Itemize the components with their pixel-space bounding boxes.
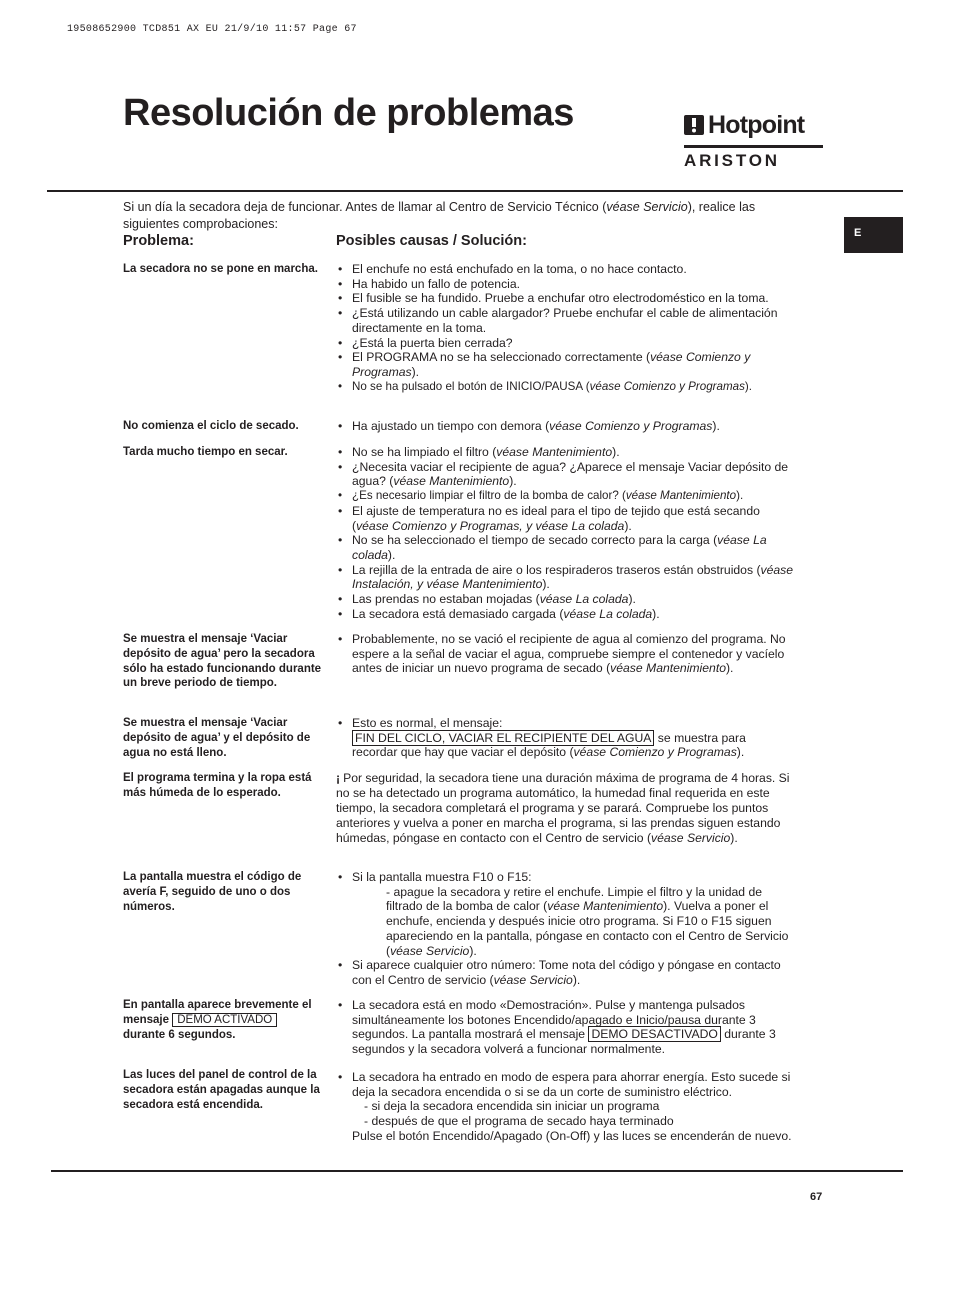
solution-list — [336, 445, 794, 621]
language-tab: E — [844, 217, 903, 253]
problem-label: Se muestra el mensaje ‘Vaciar depósito de agua’ y el depósito de agua no está lleno. — [123, 717, 311, 759]
list-item: • Las prendas no estaban mojadas (véase La colada). — [336, 592, 794, 607]
solution-list — [336, 870, 794, 988]
solution-text: ¡ Por seguridad, la secadora tiene una duración máxima de programa de 4 horas. Si no se ha detectado un programa automático, la humedad final requerida en este tiempo, la secadora completará el programa y se parará. Compruebe los puntos anteriores y vuelva a poner en marcha el programa, si las prendas siguen estando húmedas, póngase en contacto con el Centro de servicio (véase Servicio). — [336, 771, 790, 845]
solution-list — [336, 262, 794, 394]
list-item: • Si la pantalla muestra F10 o F15: - apague la secadora y retire el enchufe. Limpie el filtro y la unidad de filtrado de la bomba de calor (véase Mantenimiento). Vuelva a poner el enchufe, encienda y después inicie otro programa. Si F10 o F15 siguen apareciendo en la pantalla, póngase en contacto con el Centro de Servicio (véase Servicio). — [336, 870, 794, 958]
print-slug: 19508652900 TCD851 AX EU 21/9/10 11:57 Page 67 — [67, 24, 357, 35]
list-item: • La rejilla de la entrada de aire o los respiraderos traseros están obstruidos (véase Instalación, y véase Mantenimiento). — [336, 563, 794, 592]
list-item: • ¿Está utilizando un cable alargador? Pruebe enchufar el cable de alimentación directamente en la toma. — [336, 306, 794, 335]
list-item: • Si aparece cualquier otro número: Tome nota del código y póngase en contacto con el Centro de servicio (véase Servicio). — [336, 958, 794, 987]
causes-column-heading: Posibles causas / Solución: — [336, 233, 527, 249]
list-item: • No se ha limpiado el filtro (véase Mantenimiento). — [336, 445, 794, 460]
list-item: • ¿Es necesario limpiar el filtro de la bomba de calor? (véase Mantenimiento). — [336, 489, 794, 504]
problem-label: El programa termina y la ropa está más húmeda de lo esperado. — [123, 772, 312, 799]
list-item: • Ha ajustado un tiempo con demora (véase Comienzo y Programas). — [336, 419, 794, 434]
list-item: • La secadora ha entrado en modo de espera para ahorrar energía. Esto sucede si deja la secadora encendida o si se da un corte de suministro eléctrico. - si deja la secadora encendida sin iniciar un programa - después de que el programa de secado haya terminado — [336, 1070, 794, 1129]
list-item: • El PROGRAMA no se ha seleccionado correctamente (véase Comienzo y Programas). — [336, 350, 794, 379]
page-title: Resolución de problemas — [123, 92, 574, 134]
footer-rule — [51, 1170, 903, 1172]
problem-label: No comienza el ciclo de secado. — [123, 420, 299, 432]
logo-divider — [684, 145, 823, 148]
solution-list — [336, 632, 794, 676]
page-number: 67 — [810, 1191, 823, 1203]
hotpoint-logo-icon — [684, 115, 704, 135]
list-item: • La secadora está en modo «Demostración». Pulse y mantenga pulsados simultáneamente los botones Encendido/apagado e Inicio/pausa durante 3 segundos. La pantalla mostrará el mensaje DEMO DESACTIVADO durante 3 segundos y la secadora volverá a funcionar normalmente. — [336, 998, 794, 1057]
problem-label: La pantalla muestra el código de avería F, seguido de uno o dos números. — [123, 871, 302, 913]
list-item: • ¿Está la puerta bien cerrada? — [336, 336, 794, 351]
brand-subname: ARISTON — [684, 151, 780, 170]
problem-label: En pantalla aparece brevemente el mensaje DEMO ACTIVADO durante 6 segundos. — [123, 999, 312, 1041]
display-message-box: DEMO DESACTIVADO — [588, 1026, 720, 1042]
solution-list — [336, 998, 794, 1057]
list-item: • Probablemente, no se vació el recipiente de agua al comienzo del programa. No espere a la señal de vaciar el agua, compruebe siempre el contenedor y vacíelo antes de iniciar un nuevo programa de secado (véase Mantenimiento). — [336, 632, 794, 676]
sub-item: - apague la secadora y retire el enchufe. Limpie el filtro y la unidad de filtrado de la bomba de calor (véase Mantenimiento). Vuelva a poner el enchufe, encienda y después inicie otro programa. Si F10 o F15 siguen apareciendo en la pantalla, póngase en contacto con el Centro de Servicio (véase Servicio). — [386, 884, 789, 958]
problem-label: Se muestra el mensaje ‘Vaciar depósito de agua’ pero la secadora sólo ha estado funcionando durante un breve periodo de tiempo. — [123, 633, 322, 690]
list-item: • No se ha pulsado el botón de INICIO/PAUSA (véase Comienzo y Programas). — [336, 380, 794, 395]
solution-list — [336, 716, 794, 760]
warning-icon: ¡ — [336, 771, 341, 785]
solution-list — [336, 419, 794, 434]
problem-column-heading: Problema: — [123, 233, 194, 249]
display-message-box: DEMO ACTIVADO — [172, 1013, 277, 1027]
problem-label: La secadora no se pone en marcha. — [123, 263, 318, 275]
list-item: • Ha habido un fallo de potencia. — [336, 277, 794, 292]
list-item: • La secadora está demasiado cargada (véase La colada). — [336, 607, 794, 622]
list-item: • El fusible se ha fundido. Pruebe a enchufar otro electrodoméstico en la toma. — [336, 291, 794, 306]
list-item: Pulse el botón Encendido/Apagado (On-Off) y las luces se encenderán de nuevo. — [352, 1128, 792, 1143]
list-item: • ¿Necesita vaciar el recipiente de agua? ¿Aparece el mensaje Vaciar depósito de agua? (véase Mantenimiento). — [336, 460, 794, 489]
brand-name: Hotpoint — [708, 111, 805, 139]
display-message-box: FIN DEL CICLO, VACIAR EL RECIPIENTE DEL AGUA — [352, 730, 654, 746]
sub-item: - después de que el programa de secado haya terminado — [364, 1114, 674, 1129]
brand-logo — [684, 110, 824, 172]
sub-item: - si deja la secadora encendida sin iniciar un programa — [364, 1099, 660, 1114]
intro-text: Si un día la secadora deja de funcionar. Antes de llamar al Centro de Servicio Técnico (véase Servicio), realice las siguientes comprobaciones: — [123, 200, 756, 231]
problem-label: Tarda mucho tiempo en secar. — [123, 446, 288, 458]
list-item: • No se ha seleccionado el tiempo de secado correcto para la carga (véase La colada). — [336, 533, 794, 562]
problem-label: Las luces del panel de control de la secadora están apagadas aunque la secadora está encendida. — [123, 1069, 320, 1111]
list-item: • El enchufe no está enchufado en la toma, o no hace contacto. — [336, 262, 794, 277]
list-item: • Esto es normal, el mensaje: FIN DEL CICLO, VACIAR EL RECIPIENTE DEL AGUA se muestra para recordar que hay que vaciar el depósito (véase Comienzo y Programas). — [336, 716, 794, 760]
solution-list — [336, 1070, 794, 1144]
header-rule — [47, 190, 903, 192]
list-item: • El ajuste de temperatura no es ideal para el tipo de tejido que está secando (véase Comienzo y Programas, y véase La colada). — [336, 504, 794, 533]
